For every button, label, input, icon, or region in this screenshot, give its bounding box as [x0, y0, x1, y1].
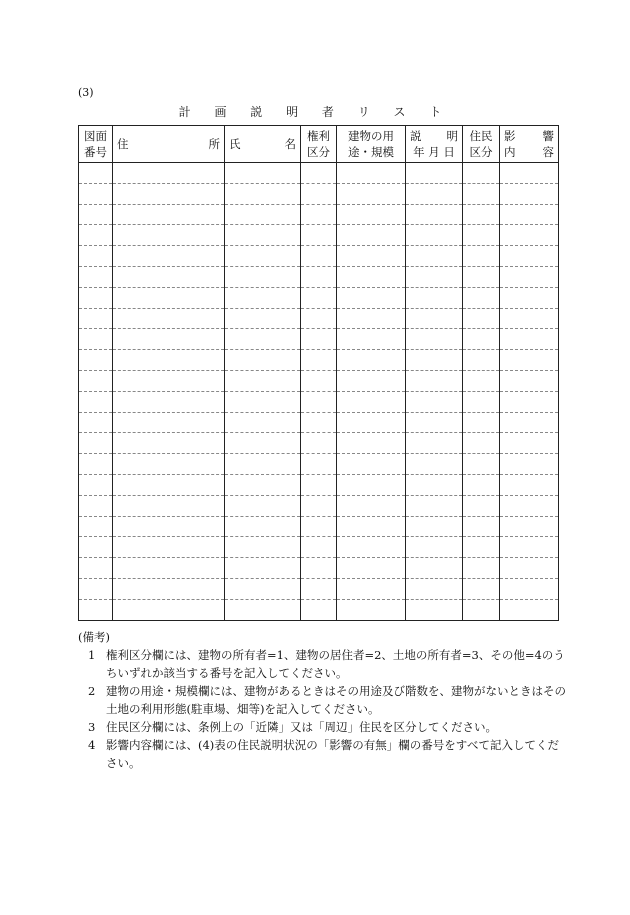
drawing-number-cell[interactable]: [79, 204, 113, 225]
building-use-cell[interactable]: [337, 350, 406, 371]
right-category-cell[interactable]: [301, 350, 337, 371]
remark-number: 4: [88, 738, 96, 752]
table-row: [79, 537, 559, 558]
name-cell[interactable]: [225, 516, 301, 537]
name-cell[interactable]: [225, 287, 301, 308]
table-row: [79, 412, 559, 433]
remark-item: [88, 736, 568, 772]
address-cell[interactable]: [113, 537, 225, 558]
resident-category-cell[interactable]: [463, 183, 500, 204]
impact-cell[interactable]: [500, 412, 559, 433]
name-cell[interactable]: [225, 537, 301, 558]
section-number: (3): [78, 86, 94, 99]
building-use-cell[interactable]: [337, 558, 406, 579]
table-row: [79, 329, 559, 350]
drawing-number-cell[interactable]: [79, 163, 113, 184]
name-cell[interactable]: [225, 350, 301, 371]
explanation-date-cell[interactable]: [406, 474, 463, 495]
header-explanation-date: 説 明 年 月 日: [406, 126, 463, 163]
table-row: [79, 350, 559, 371]
remark-item: [88, 682, 568, 718]
remark-text: 建物の用途・規模欄には、建物があるときはその用途及び階数を、建物がないときはその土地の利用形態(駐車場、畑等)を記入してください。: [106, 684, 566, 716]
impact-cell[interactable]: [500, 454, 559, 475]
table-row: [79, 391, 559, 412]
impact-cell[interactable]: [500, 578, 559, 599]
explanation-date-cell[interactable]: [406, 163, 463, 184]
impact-cell[interactable]: [500, 183, 559, 204]
remark-item: [88, 718, 568, 736]
name-cell[interactable]: [225, 558, 301, 579]
explanation-date-cell[interactable]: [406, 350, 463, 371]
table-row: [79, 246, 559, 267]
table-row: [79, 516, 559, 537]
right-category-cell[interactable]: [301, 412, 337, 433]
explanation-date-cell[interactable]: [406, 433, 463, 454]
right-category-cell[interactable]: [301, 537, 337, 558]
explanation-date-cell[interactable]: [406, 578, 463, 599]
name-cell[interactable]: [225, 391, 301, 412]
explanation-date-cell[interactable]: [406, 412, 463, 433]
explanation-date-cell[interactable]: [406, 599, 463, 620]
impact-cell[interactable]: [500, 599, 559, 620]
impact-cell[interactable]: [500, 370, 559, 391]
table-row: [79, 204, 559, 225]
right-category-cell[interactable]: [301, 329, 337, 350]
impact-cell[interactable]: [500, 163, 559, 184]
address-cell[interactable]: [113, 246, 225, 267]
drawing-number-cell[interactable]: [79, 578, 113, 599]
impact-cell[interactable]: [500, 516, 559, 537]
resident-category-cell[interactable]: [463, 433, 500, 454]
address-cell[interactable]: [113, 308, 225, 329]
address-cell[interactable]: [113, 454, 225, 475]
name-cell[interactable]: [225, 308, 301, 329]
table-row: [79, 599, 559, 620]
address-cell[interactable]: [113, 495, 225, 516]
address-cell[interactable]: [113, 391, 225, 412]
building-use-cell[interactable]: [337, 287, 406, 308]
table-row: [79, 308, 559, 329]
explanation-date-cell[interactable]: [406, 204, 463, 225]
impact-cell[interactable]: [500, 204, 559, 225]
header-impact: 影 響 内 容: [500, 126, 559, 163]
right-category-cell[interactable]: [301, 474, 337, 495]
impact-cell[interactable]: [500, 266, 559, 287]
resident-category-cell[interactable]: [463, 225, 500, 246]
remark-number: 1: [88, 648, 96, 662]
impact-cell[interactable]: [500, 308, 559, 329]
impact-cell[interactable]: [500, 537, 559, 558]
drawing-number-cell[interactable]: [79, 225, 113, 246]
right-category-cell[interactable]: [301, 558, 337, 579]
table-header-row: [79, 126, 559, 163]
building-use-cell[interactable]: [337, 204, 406, 225]
drawing-number-cell[interactable]: [79, 370, 113, 391]
drawing-number-cell[interactable]: [79, 183, 113, 204]
address-cell[interactable]: [113, 558, 225, 579]
address-cell[interactable]: [113, 287, 225, 308]
building-use-cell[interactable]: [337, 225, 406, 246]
drawing-number-cell[interactable]: [79, 558, 113, 579]
drawing-number-cell[interactable]: [79, 495, 113, 516]
right-category-cell[interactable]: [301, 454, 337, 475]
right-category-cell[interactable]: [301, 308, 337, 329]
remark-text: 影響内容欄には、(4)表の住民説明状況の「影響の有無」欄の番号をすべて記入してください。: [106, 738, 560, 770]
drawing-number-cell[interactable]: [79, 308, 113, 329]
right-category-cell[interactable]: [301, 391, 337, 412]
header-address: 住 所: [113, 126, 225, 163]
table-row: [79, 370, 559, 391]
explanation-date-cell[interactable]: [406, 329, 463, 350]
address-cell[interactable]: [113, 516, 225, 537]
address-cell[interactable]: [113, 578, 225, 599]
table-row: [79, 183, 559, 204]
address-cell[interactable]: [113, 433, 225, 454]
table-row: [79, 287, 559, 308]
building-use-cell[interactable]: [337, 308, 406, 329]
right-category-cell[interactable]: [301, 516, 337, 537]
drawing-number-cell[interactable]: [79, 412, 113, 433]
right-category-cell[interactable]: [301, 578, 337, 599]
name-cell[interactable]: [225, 204, 301, 225]
resident-category-cell[interactable]: [463, 454, 500, 475]
building-use-cell[interactable]: [337, 391, 406, 412]
table-row: [79, 495, 559, 516]
impact-cell[interactable]: [500, 350, 559, 371]
explanation-date-cell[interactable]: [406, 454, 463, 475]
name-cell[interactable]: [225, 163, 301, 184]
name-cell[interactable]: [225, 329, 301, 350]
explanation-date-cell[interactable]: [406, 246, 463, 267]
building-use-cell[interactable]: [337, 163, 406, 184]
name-cell[interactable]: [225, 495, 301, 516]
explanation-date-cell[interactable]: [406, 495, 463, 516]
impact-cell[interactable]: [500, 246, 559, 267]
explanation-date-cell[interactable]: [406, 225, 463, 246]
explanation-date-cell[interactable]: [406, 516, 463, 537]
drawing-number-cell[interactable]: [79, 329, 113, 350]
right-category-cell[interactable]: [301, 370, 337, 391]
resident-category-cell[interactable]: [463, 246, 500, 267]
right-category-cell[interactable]: [301, 225, 337, 246]
impact-cell[interactable]: [500, 287, 559, 308]
name-cell[interactable]: [225, 412, 301, 433]
name-cell[interactable]: [225, 454, 301, 475]
explanation-date-cell[interactable]: [406, 266, 463, 287]
resident-category-cell[interactable]: [463, 412, 500, 433]
building-use-cell[interactable]: [337, 266, 406, 287]
address-cell[interactable]: [113, 225, 225, 246]
table-row: [79, 558, 559, 579]
right-category-cell[interactable]: [301, 183, 337, 204]
name-cell[interactable]: [225, 246, 301, 267]
resident-category-cell[interactable]: [463, 287, 500, 308]
drawing-number-cell[interactable]: [79, 599, 113, 620]
page-title: 計 画 説 明 者 リ ス ト: [178, 105, 452, 119]
drawing-number-cell[interactable]: [79, 474, 113, 495]
right-category-cell[interactable]: [301, 163, 337, 184]
resident-category-cell[interactable]: [463, 163, 500, 184]
right-category-cell[interactable]: [301, 204, 337, 225]
remarks-section: [78, 628, 568, 772]
resident-category-cell[interactable]: [463, 578, 500, 599]
address-cell[interactable]: [113, 163, 225, 184]
address-cell[interactable]: [113, 370, 225, 391]
name-cell[interactable]: [225, 370, 301, 391]
remark-text: 住民区分欄には、条例上の「近隣」又は「周辺」住民を区分してください。: [106, 720, 497, 734]
address-cell[interactable]: [113, 204, 225, 225]
building-use-cell[interactable]: [337, 329, 406, 350]
address-cell[interactable]: [113, 183, 225, 204]
resident-category-cell[interactable]: [463, 308, 500, 329]
name-cell[interactable]: [225, 578, 301, 599]
impact-cell[interactable]: [500, 558, 559, 579]
building-use-cell[interactable]: [337, 495, 406, 516]
drawing-number-cell[interactable]: [79, 287, 113, 308]
right-category-cell[interactable]: [301, 287, 337, 308]
name-cell[interactable]: [225, 266, 301, 287]
resident-category-cell[interactable]: [463, 495, 500, 516]
address-cell[interactable]: [113, 266, 225, 287]
resident-category-cell[interactable]: [463, 350, 500, 371]
remark-text: 権利区分欄には、建物の所有者=1、建物の居住者=2、土地の所有者=3、その他=4のうちいずれか該当する番号を記入してください。: [106, 648, 565, 680]
remark-item: [88, 646, 568, 682]
explanation-date-cell[interactable]: [406, 370, 463, 391]
explanation-date-cell[interactable]: [406, 183, 463, 204]
remarks-heading: (備考): [78, 630, 110, 644]
table-row: [79, 454, 559, 475]
right-category-cell[interactable]: [301, 495, 337, 516]
explanation-date-cell[interactable]: [406, 558, 463, 579]
building-use-cell[interactable]: [337, 474, 406, 495]
building-use-cell[interactable]: [337, 516, 406, 537]
resident-category-cell[interactable]: [463, 370, 500, 391]
explanation-date-cell[interactable]: [406, 308, 463, 329]
impact-cell[interactable]: [500, 495, 559, 516]
name-cell[interactable]: [225, 433, 301, 454]
address-cell[interactable]: [113, 474, 225, 495]
impact-cell[interactable]: [500, 329, 559, 350]
drawing-number-cell[interactable]: [79, 433, 113, 454]
drawing-number-cell[interactable]: [79, 350, 113, 371]
resident-category-cell[interactable]: [463, 537, 500, 558]
table-row: [79, 474, 559, 495]
address-cell[interactable]: [113, 329, 225, 350]
right-category-cell[interactable]: [301, 599, 337, 620]
drawing-number-cell[interactable]: [79, 537, 113, 558]
resident-category-cell[interactable]: [463, 266, 500, 287]
name-cell[interactable]: [225, 474, 301, 495]
table-row: [79, 433, 559, 454]
building-use-cell[interactable]: [337, 433, 406, 454]
resident-category-cell[interactable]: [463, 329, 500, 350]
explanation-date-cell[interactable]: [406, 287, 463, 308]
table-row: [79, 266, 559, 287]
table-row: [79, 163, 559, 184]
building-use-cell[interactable]: [337, 454, 406, 475]
impact-cell[interactable]: [500, 474, 559, 495]
drawing-number-cell[interactable]: [79, 454, 113, 475]
building-use-cell[interactable]: [337, 370, 406, 391]
building-use-cell[interactable]: [337, 412, 406, 433]
building-use-cell[interactable]: [337, 537, 406, 558]
building-use-cell[interactable]: [337, 246, 406, 267]
address-cell[interactable]: [113, 412, 225, 433]
explanation-date-cell[interactable]: [406, 391, 463, 412]
explainer-list-table: [78, 125, 559, 621]
resident-category-cell[interactable]: [463, 599, 500, 620]
address-cell[interactable]: [113, 599, 225, 620]
building-use-cell[interactable]: [337, 183, 406, 204]
name-cell[interactable]: [225, 225, 301, 246]
impact-cell[interactable]: [500, 391, 559, 412]
right-category-cell[interactable]: [301, 266, 337, 287]
resident-category-cell[interactable]: [463, 516, 500, 537]
remark-number: 2: [88, 684, 96, 698]
remark-number: 3: [88, 720, 96, 734]
explanation-date-cell[interactable]: [406, 537, 463, 558]
name-cell[interactable]: [225, 183, 301, 204]
impact-cell[interactable]: [500, 225, 559, 246]
right-category-cell[interactable]: [301, 433, 337, 454]
header-building-use: 建物の用 途・規模: [337, 126, 406, 163]
building-use-cell[interactable]: [337, 599, 406, 620]
building-use-cell[interactable]: [337, 578, 406, 599]
header-right-category: 権利 区分: [301, 126, 337, 163]
header-name: 氏 名: [225, 126, 301, 163]
header-drawing-number: 図面 番号: [79, 126, 113, 163]
table-row: [79, 578, 559, 599]
resident-category-cell[interactable]: [463, 204, 500, 225]
name-cell[interactable]: [225, 599, 301, 620]
impact-cell[interactable]: [500, 433, 559, 454]
resident-category-cell[interactable]: [463, 391, 500, 412]
resident-category-cell[interactable]: [463, 558, 500, 579]
address-cell[interactable]: [113, 350, 225, 371]
resident-category-cell[interactable]: [463, 474, 500, 495]
drawing-number-cell[interactable]: [79, 391, 113, 412]
header-resident-category: 住民 区分: [463, 126, 500, 163]
drawing-number-cell[interactable]: [79, 266, 113, 287]
drawing-number-cell[interactable]: [79, 246, 113, 267]
right-category-cell[interactable]: [301, 246, 337, 267]
drawing-number-cell[interactable]: [79, 516, 113, 537]
table-row: [79, 225, 559, 246]
